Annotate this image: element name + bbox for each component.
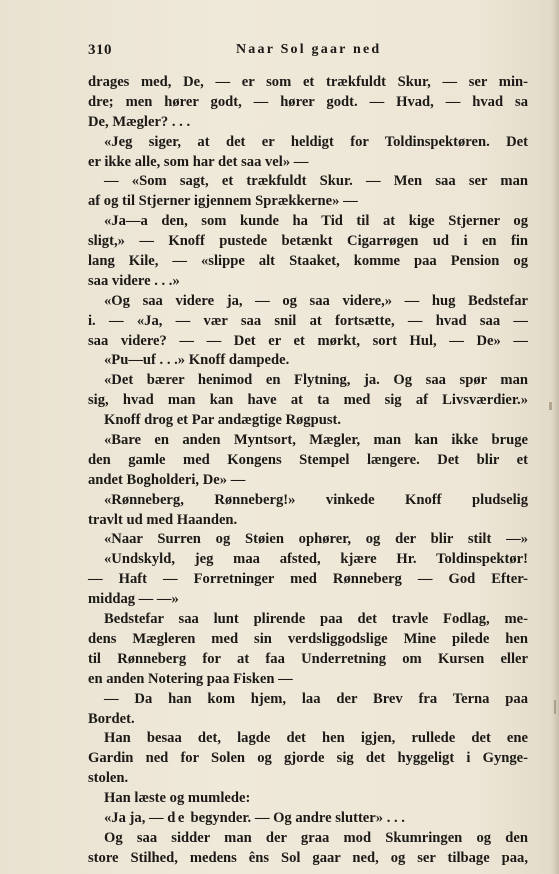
text-fragment: «Ja ja, — [104,809,168,826]
text-line: sig, hvad man kan have at ta med sig af Livsværdier.» [88,392,528,409]
running-title: Naar Sol gaar ned [236,42,382,57]
text-line: saa videre? — — Det er et mørkt, sort Hul, — De» — [88,332,528,349]
text-line: «Jeg siger, at det er heldigt for Toldinspektøren. Det [104,133,528,150]
text-line: — «Som sagt, et trækfuldt Skur. — Men saa ser man [104,173,528,190]
text-line: Bedstefar saa lunt plirende paa det travle Fodlag, me- [104,611,528,628]
paper-speck [554,700,556,714]
text-line: Og saa sidder man der graa mod Skumringen og den [104,829,528,846]
text-line: sligt,» — Knoff pustede betænkt Cigarrøgen ud i en fin [88,233,528,250]
text-line: dens Mægleren med sin verdsliggodslige Mine pilede hen [88,630,528,647]
page-number: 310 [88,42,112,58]
text-line: saa videre . . .» [88,272,180,289]
text-fragment: begynder. — Og andre slutter» . . . [186,809,405,826]
body-text [88,73,528,869]
page-header [88,42,528,64]
text-line: Bordet. [88,710,135,727]
text-line: lang Kile, — «slippe alt Staaket, komme paa Pension og [88,253,528,270]
text-line: Gardin ned for Solen og gjorde sig det hyggeligt i Gynge- [88,750,528,767]
page-edge-shadow [551,0,559,874]
text-line: i. — «Ja, — vær saa snil at fortsætte, — hvad saa — [88,312,528,329]
text-line: «Bare en anden Myntsort, Mægler, man kan ikke bruge [104,432,528,449]
text-line: drages med, De, — er som et trækfuldt Skur, — ser min- [88,74,528,90]
text-line: til Rønneberg for at faa Underretning om Kursen eller [88,650,528,667]
text-line: «Undskyld, jeg maa afsted, kjære Hr. Toldinspektør! [104,551,528,568]
paper-speck [549,402,552,410]
text-line: travlt ud med Haanden. [88,511,238,528]
text-line: stolen. [88,770,129,787]
text-line: Han læste og mumlede: [104,790,251,807]
text-line: «Ja—a den, som kunde ha Tid til at kige Stjerner og [104,213,528,230]
text-line: Han besaa det, lagde det hen igjen, rullede det ene [104,730,528,747]
text-line: «Det bærer henimod en Flytning, ja. Og saa spør man [104,372,528,389]
text-line: en anden Notering paa Fisken — [88,670,293,687]
text-line: middag — —» [88,591,179,608]
text-line: De, Mægler? . . . [88,113,191,130]
text-line: dre; men hører godt, — hører godt. — Hvad, — hvad sa [88,93,528,110]
text-line: «Og saa videre ja, — og saa videre,» — hug Bedstefar [104,292,528,309]
text-line: «Rønneberg, Rønneberg!» vinkede Knoff pludselig [104,491,528,508]
text-line: Knoff drog et Par andægtige Røgpust. [104,412,342,429]
text-line: af og til Stjerner igjennem Sprækkerne» — [88,193,358,210]
text-line [88,809,528,829]
text-line: — Haft — Forretninger med Rønneberg — God Efter- [88,571,528,588]
spaced-word: de [167,809,187,826]
text-line: «Naar Surren og Støien ophører, og der blir stilt —» [104,531,528,548]
text-line: er ikke alle, som har det saa vel» — [88,153,309,170]
text-line: den gamle med Kongens Stempel længere. Det blir et [88,451,528,468]
text-line: — Da han kom hjem, laa der Brev fra Terna paa [104,690,528,707]
text-line: andet Bogholderi, De» — [88,471,246,488]
text-line: store Stilhed, medens êns Sol gaar ned, og ser tilbage paa, [88,849,528,866]
text-line: «Pu—uf . . .» Knoff dampede. [104,352,290,369]
